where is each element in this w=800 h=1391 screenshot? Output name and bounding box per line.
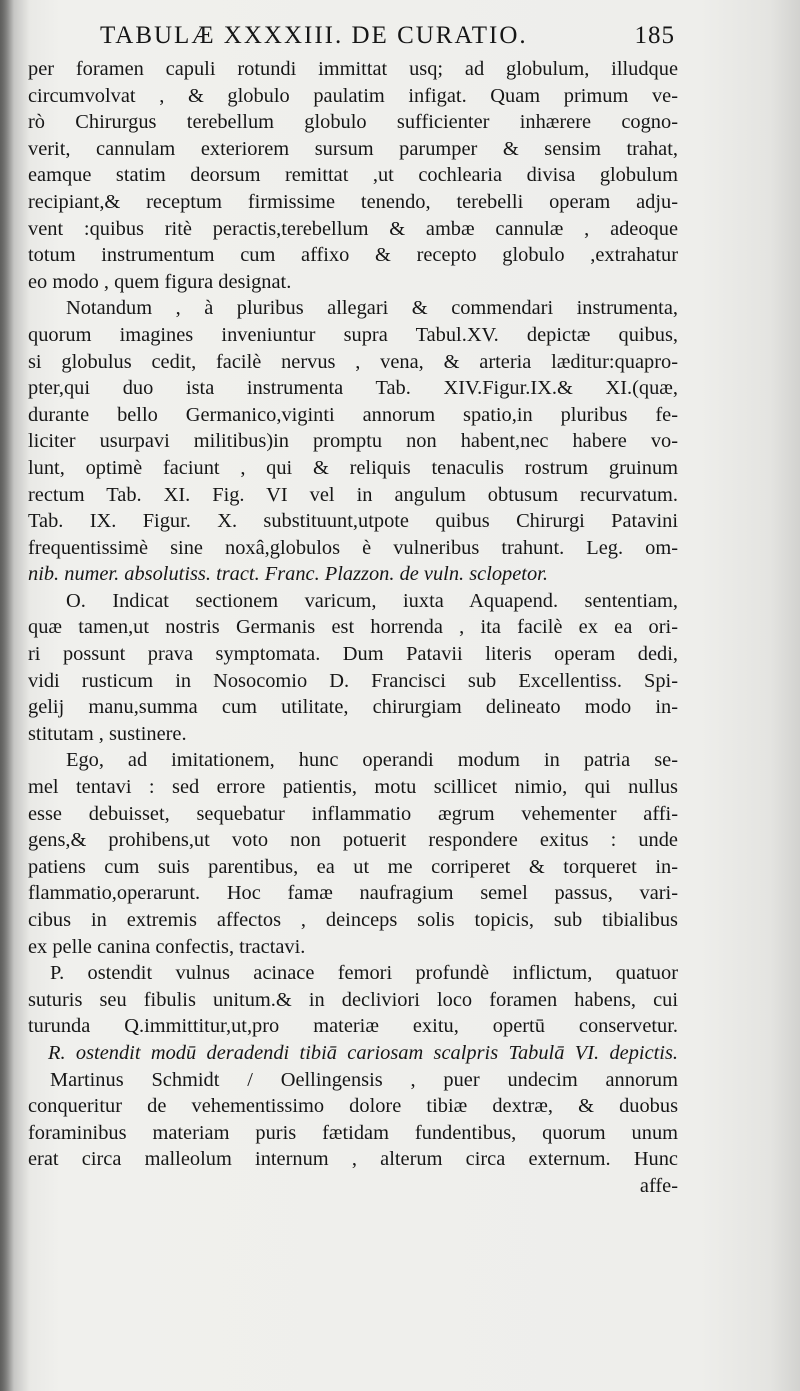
- page-gutter-shadow: [0, 0, 14, 1391]
- text-line: ri possunt prava symptomata. Dum Patavii literis operam dedi,: [28, 643, 678, 666]
- text-line: quorum imagines inveniuntur supra Tabul.XV. depictæ quibus,: [28, 323, 678, 346]
- text-line: eo modo , quem figura designat.: [28, 270, 292, 293]
- page-header: [100, 22, 675, 56]
- text-line: liciter usurpavi militibus)in promptu non habent,nec habere vo-: [28, 430, 678, 453]
- text-line: Ego, ad imitationem, hunc operandi modum in patria se-: [66, 749, 678, 772]
- text-line: vent :quibus ritè peractis,terebellum & ambæ cannulæ , adeoque: [28, 217, 678, 240]
- text-line: flammatio,operarunt. Hoc famæ naufragium semel passus, vari-: [28, 882, 678, 905]
- text-line: durante bello Germanico,viginti annorum spatio,in pluribus fe-: [28, 403, 678, 426]
- text-line: nib. numer. absolutiss. tract. Franc. Plazzon. de vuln. sclopetor.: [28, 563, 548, 586]
- text-line: vidi rusticum in Nosocomio D. Francisci sub Excellentiss. Spi-: [28, 669, 678, 692]
- text-line: O. Indicat sectionem varicum, iuxta Aquapend. sententiam,: [66, 589, 678, 612]
- text-line: quæ tamen,ut nostris Germanis est horrenda , ita facilè ex ea ori-: [28, 616, 678, 639]
- text-line: esse debuisset, sequebatur inflammatio ægrum vehementer affi-: [28, 802, 678, 825]
- text-line: conqueritur de vehementissimo dolore tibiæ dextræ, & duobus: [28, 1095, 678, 1118]
- text-line: recipiant,& receptum firmissime tenendo, terebelli operam adju-: [28, 190, 678, 213]
- text-line: Notandum , à pluribus allegari & commendari instrumenta,: [66, 297, 678, 320]
- text-line: erat circa malleolum internum , alterum circa externum. Hunc: [28, 1148, 678, 1171]
- running-title: TABULÆ XXXXIII. DE CURATIO.: [100, 22, 528, 49]
- text-line: totum instrumentum cum affixo & recepto globulo ,extrahatur: [28, 244, 678, 267]
- text-line: foraminibus materiam puris fætidam fundentibus, quorum unum: [28, 1121, 678, 1144]
- page-number: 185: [634, 22, 675, 49]
- text-line: P. ostendit vulnus acinace femori profundè inflictum, quatuor: [50, 962, 678, 985]
- text-line: rò Chirurgus terebellum globulo sufficienter inhærere cogno-: [28, 111, 678, 134]
- catchword: affe-: [639, 1174, 678, 1197]
- text-line: Tab. IX. Figur. X. substituunt,utpote quibus Chirurgi Patavini: [28, 510, 678, 533]
- text-line: ex pelle canina confectis, tractavi.: [28, 935, 306, 958]
- text-line: cibus in extremis affectos , deinceps solis topicis, sub tibialibus: [28, 909, 678, 931]
- text-line: gens,& prohibens,ut voto non potuerit respondere exitus : unde: [28, 829, 678, 852]
- text-line: stitutam , sustinere.: [28, 722, 187, 745]
- text-line: pter,qui duo ista instrumenta Tab. XIV.Figur.IX.& XI.(quæ,: [28, 377, 678, 400]
- text-line: mel tentavi : sed errore patientis, motu scillicet nimio, qui nullus: [28, 776, 678, 799]
- text-line: patiens cum suis parentibus, ea ut me corriperet & torqueret in-: [28, 855, 678, 878]
- text-line: rectum Tab. XI. Fig. VI vel in angulum obtusum recurvatum.: [28, 483, 678, 506]
- text-line: eamque statim deorsum remittat ,ut cochlearia divisa globulum: [28, 164, 678, 187]
- text-line: verit, cannulam exteriorem sursum parumper & sensim trahat,: [28, 137, 678, 160]
- text-block: [28, 56, 678, 1200]
- text-line: turunda Q.immittitur,ut,pro materiæ exitu, opertū conservetur.: [28, 1015, 678, 1038]
- text-line: R. ostendit modū deradendi tibiā cariosam scalpris Tabulā VI. depictis.: [48, 1041, 678, 1064]
- text-line: si globulus cedit, facilè nervus , vena, & arteria læditur:quapro-: [28, 350, 678, 373]
- text-line: suturis seu fibulis unitum.& in decliviori loco foramen habens, cui: [28, 988, 678, 1011]
- text-line: per foramen capuli rotundi immittat usq; ad globulum, illudque: [28, 58, 678, 80]
- text-line: circumvolvat , & globulo paulatim infigat. Quam primum ve-: [28, 84, 678, 107]
- text-line: lunt, optimè faciunt , qui & reliquis tenaculis rostrum gruinum: [28, 456, 678, 479]
- text-line: Martinus Schmidt / Oellingensis , puer undecim annorum: [50, 1068, 678, 1091]
- text-line: frequentissimè sine noxâ,globulos è vulneribus trahunt. Leg. om-: [28, 536, 678, 559]
- text-line: gelij manu,summa cum utilitate, chirurgiam delineato modo in-: [28, 696, 678, 719]
